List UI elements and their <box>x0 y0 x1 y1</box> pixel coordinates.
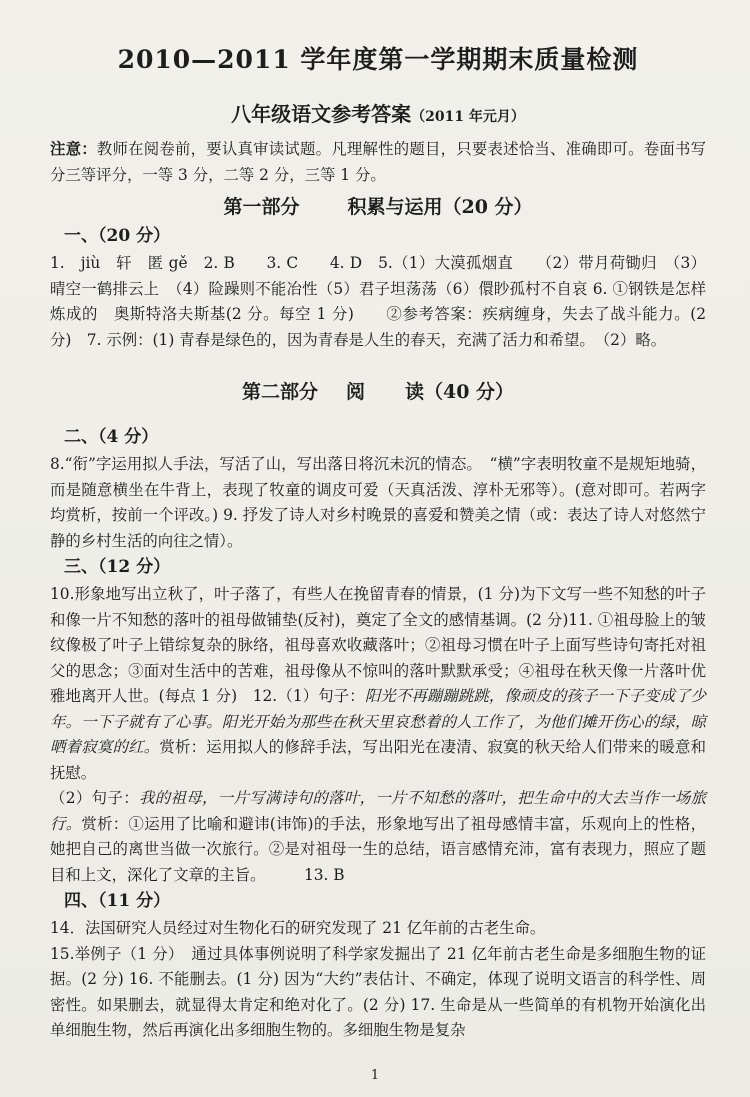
section-four-answers: 15.举例子（1 分） 通过具体事例说明了科学家发掘出了 21 亿年前古老生命是多细胞生物的证据。(2 分) 16. 不能删去。(1 分) 因为“大约”表估计、不确定，体现了说明文语言的科学性、周密性。如果删去，就显得太肯定和绝对化了。(2 分) 17. 生命是从一些简单的有机物开始演化出单细胞生物，然后再演化出多细胞生物的。多细胞生物是复杂 <box>50 944 706 1039</box>
section-three-heading: 三、（12 分） <box>64 557 171 577</box>
part-two-topic-b: 读（40 分） <box>404 381 515 403</box>
section-three-text-c: （2）句子： <box>50 789 139 807</box>
note-text: 教师在阅卷前，要认真审读试题。凡理解性的题目，只要表述恰当、准确即可。卷面书写分三等评分，一等 3 分，二等 2 分，三等 1 分。 <box>50 140 706 184</box>
section-three-quote-b: 我的祖母，一片写满诗句的落叶，一片不知愁的落叶，把生命中的大去当作一场旅行。 <box>50 789 706 833</box>
section-one-answers: 1. jiù 轩 匿 gě 2. B 3. C 4. D 5.（1）大漠孤烟直 （2）带月荷锄归 （3）晴空一鹤排云上 （4）险躁则不能冶性（5）君子坦荡荡（6）儇眇孤村不自哀 6. ①钢铁是怎样炼成的 奥斯特洛夫斯基(2 分。每空 1 分) ②参考答案：疾病缠身，失去了战斗能力。(2 分) 7. 示例：(1) 青春是绿色的，因为青春是人生的春天，充满了活力和希望。 （2）略。 <box>50 254 706 349</box>
section-three-text-a: 10.形象地写出立秋了，叶子落了，有些人在挽留青春的情景，(1 分)为下文写一些不知愁的叶子和像一片不知愁的落叶的祖母做铺垫(反衬)，奠定了全文的感情基调。(2 分)11. ①祖母脸上的皱纹像极了叶子上错综复杂的脉络，祖母喜欢收藏落叶；②祖母习惯在叶子上面写些诗句寄托对祖父的思念；③面对生活中的苦难，祖母像从不惊叫的落叶默默承受；④祖母在秋天像一片落叶优雅地离开人世。(每点 1 分) 12.（1）句子： <box>50 585 706 705</box>
section-three-text-b: 赏析：运用拟人的修辞手法，写出阳光在凄清、寂寞的秋天给人们带来的暖意和抚慰。 <box>50 738 706 782</box>
subtitle-text: 八年级语文参考答案 <box>231 102 412 126</box>
note-label: 注意： <box>50 140 97 158</box>
part-two-topic-a: 阅 <box>345 381 365 403</box>
document-title: 2010—2011 学年度第一学期期末质量检测 <box>117 45 639 74</box>
section-four-answer-14: 14．法国研究人员经过对生物化石的研究发现了 21 亿年前的古老生命。 <box>50 919 546 937</box>
section-three-quote-a: 阳光不再蹦蹦跳跳，像顽皮的孩子一下子变成了少年。一下子就有了心事。阳光开始为那些在秋天里哀愁着的人工作了，为他们摊开伤心的绿，晾晒着寂寞的红。 <box>50 687 706 756</box>
part-one-topic: 积累与运用（20 分） <box>347 196 533 218</box>
section-three-text-d: 赏析：①运用了比喻和避讳(讳饰)的手法，形象地写出了祖母感情丰富，乐观向上的性格，她把自己的离世当做一次旅行。②是对祖母一生的总结，语言感情充沛，富有表现力，照应了题目和上文，深化了文章的主旨。 13. B <box>50 814 706 884</box>
part-one-name: 第一部分 <box>223 196 300 218</box>
section-two-heading: 二、（4 分） <box>64 427 159 447</box>
section-three-answers-cont <box>50 786 706 888</box>
section-three-answers <box>50 582 706 786</box>
section-four-heading: 四、（11 分） <box>64 891 171 911</box>
part-two-heading <box>50 377 706 404</box>
document-subtitle <box>50 98 706 127</box>
section-one-heading: 一、（20 分） <box>64 226 171 246</box>
part-two-name: 第二部分 <box>241 381 318 403</box>
part-one-heading <box>50 192 706 219</box>
section-two-answers: 8.“衔”字运用拟人手法，写活了山，写出落日将沉未沉的情态。 “横”字表明牧童不是规矩地骑，而是随意横坐在牛背上，表现了牧童的调皮可爱（天真活泼、淳朴无邪等）。(意对即可。若两字均赏析，按前一个评改。) 9. 抒发了诗人对乡村晚景的喜爱和赞美之情（或：表达了诗人对悠然宁静的乡村生活的向往之情）。 <box>50 455 706 550</box>
subtitle-date: （2011 年元月） <box>411 109 525 125</box>
note-paragraph <box>50 137 706 188</box>
page-number: 1 <box>370 1068 380 1083</box>
